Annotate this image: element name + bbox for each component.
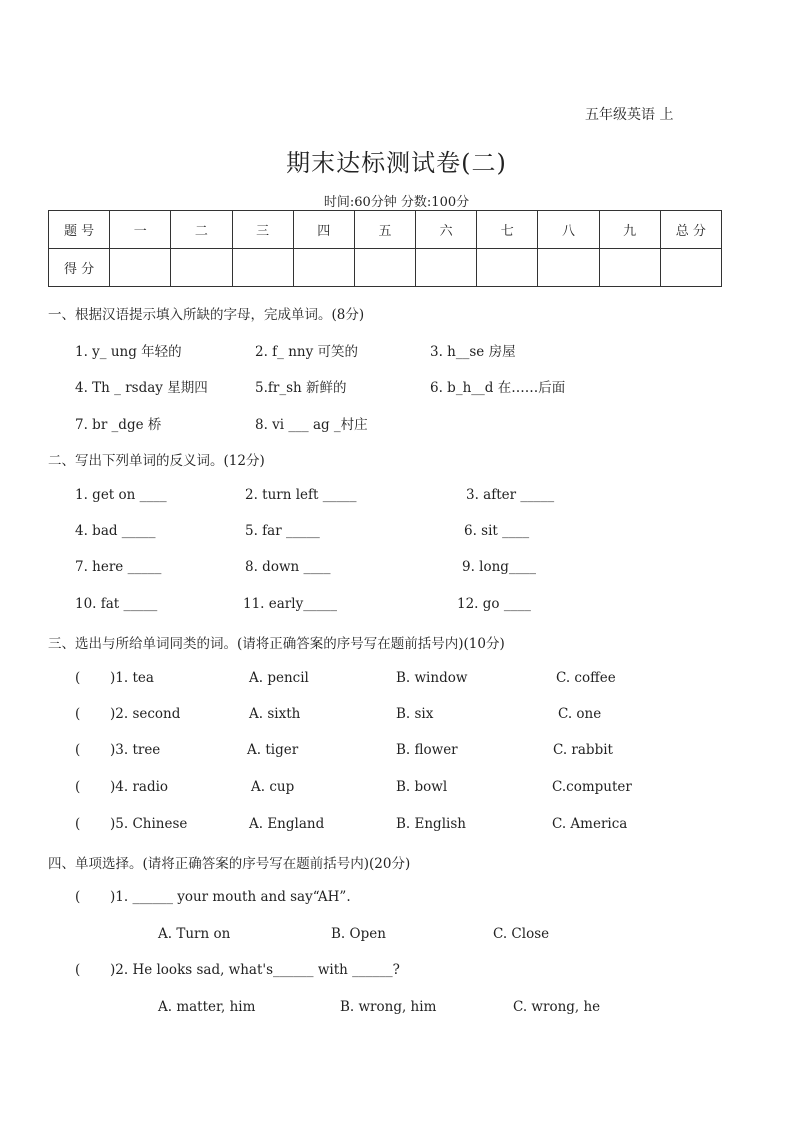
s3-option-a: A. sixth [249, 706, 301, 722]
s3-question: )5. Chinese [110, 816, 188, 832]
answer-paren[interactable]: ( [75, 670, 81, 686]
score-cell: 七 [477, 211, 538, 249]
answer-paren[interactable]: ( [75, 816, 81, 832]
s1-item: 6. b_h__d 在……后面 [430, 380, 566, 396]
answer-paren[interactable]: ( [75, 962, 81, 978]
score-cell: 五 [354, 211, 415, 249]
s4-option-b: B. Open [331, 926, 386, 942]
s3-question: )2. second [110, 706, 181, 722]
score-cell: 八 [538, 211, 599, 249]
score-cell: 总 分 [660, 211, 721, 249]
s1-item: 4. Th _ rsday 星期四 [75, 380, 208, 396]
s4-option-a: A. matter, him [158, 999, 256, 1015]
s3-option-a: A. tiger [247, 742, 299, 758]
score-input-cell[interactable] [171, 249, 232, 287]
score-cell: 题 号 [49, 211, 110, 249]
s2-item: 11. early_____ [243, 596, 337, 612]
score-cell: 四 [293, 211, 354, 249]
s3-option-a: A. England [249, 816, 325, 832]
s2-item: 10. fat _____ [75, 596, 158, 612]
score-input-cell[interactable] [232, 249, 293, 287]
score-table-score-row [49, 249, 722, 287]
score-input-cell[interactable] [660, 249, 721, 287]
s3-question: )3. tree [110, 742, 161, 758]
score-input-cell[interactable] [538, 249, 599, 287]
s3-option-c: C. one [558, 706, 602, 722]
s1-item: 7. br _dge 桥 [75, 417, 162, 433]
s3-option-b: B. English [396, 816, 466, 832]
s3-option-b: B. flower [396, 742, 458, 758]
page-title: 期末达标测试卷(二) [286, 149, 507, 177]
section-1-title: 一、根据汉语提示填入所缺的字母，完成单词。(8分) [48, 307, 365, 323]
grade-label: 五年级英语 上 [585, 107, 674, 123]
s3-option-c: C. coffee [556, 670, 616, 686]
s3-option-c: C. rabbit [553, 742, 613, 758]
s2-item: 9. long____ [462, 559, 536, 575]
section-4-title: 四、单项选择。(请将正确答案的序号写在题前括号内)(20分) [48, 856, 411, 872]
answer-paren[interactable]: ( [75, 779, 81, 795]
s2-item: 8. down ____ [245, 559, 331, 575]
score-cell: 九 [599, 211, 660, 249]
s3-option-b: B. bowl [396, 779, 448, 795]
exam-meta: 时间:60分钟 分数:100分 [323, 195, 470, 210]
score-cell: 三 [232, 211, 293, 249]
s2-item: 5. far _____ [245, 523, 320, 539]
answer-paren[interactable]: ( [75, 889, 81, 905]
s4-question: )2. He looks sad, what's______ with ______? [110, 962, 400, 978]
score-input-cell[interactable] [416, 249, 477, 287]
s1-item: 8. vi ___ ag _村庄 [255, 417, 368, 433]
score-table-header-row [49, 211, 722, 249]
s4-option-a: A. Turn on [158, 926, 231, 942]
s3-option-b: B. six [396, 706, 434, 722]
s3-option-a: A. pencil [249, 670, 309, 686]
s2-item: 12. go ____ [457, 596, 531, 612]
s3-question: )1. tea [110, 670, 154, 686]
s4-option-c: C. Close [493, 926, 550, 942]
s2-item: 7. here _____ [75, 559, 162, 575]
section-3-title: 三、选出与所给单词同类的词。(请将正确答案的序号写在题前括号内)(10分) [48, 636, 505, 652]
s1-item: 1. y_ ung 年轻的 [75, 344, 182, 360]
s2-item: 2. turn left _____ [245, 487, 357, 503]
s2-item: 4. bad _____ [75, 523, 156, 539]
s2-item: 6. sit ____ [464, 523, 530, 539]
score-row-label: 得 分 [49, 249, 110, 287]
score-input-cell[interactable] [110, 249, 171, 287]
answer-paren[interactable]: ( [75, 706, 81, 722]
answer-paren[interactable]: ( [75, 742, 81, 758]
s1-item: 5.fr_sh 新鲜的 [255, 380, 347, 396]
s3-question: )4. radio [110, 779, 169, 795]
section-2-title: 二、写出下列单词的反义词。(12分) [48, 453, 265, 469]
s4-option-b: B. wrong, him [340, 999, 437, 1015]
score-cell: 六 [416, 211, 477, 249]
s2-item: 3. after _____ [466, 487, 555, 503]
s3-option-c: C.computer [552, 779, 632, 795]
s3-option-a: A. cup [251, 779, 295, 795]
score-input-cell[interactable] [477, 249, 538, 287]
score-input-cell[interactable] [354, 249, 415, 287]
s2-item: 1. get on ____ [75, 487, 167, 503]
score-input-cell[interactable] [599, 249, 660, 287]
score-table [48, 210, 722, 287]
s1-item: 2. f_ nny 可笑的 [255, 344, 359, 360]
s1-item: 3. h__se 房屋 [430, 344, 516, 360]
s3-option-c: C. America [552, 816, 628, 832]
s4-question: )1. ______ your mouth and say“AH”. [110, 889, 351, 905]
score-cell: 二 [171, 211, 232, 249]
score-cell: 一 [110, 211, 171, 249]
score-input-cell[interactable] [293, 249, 354, 287]
s4-option-c: C. wrong, he [513, 999, 601, 1015]
s3-option-b: B. window [396, 670, 468, 686]
